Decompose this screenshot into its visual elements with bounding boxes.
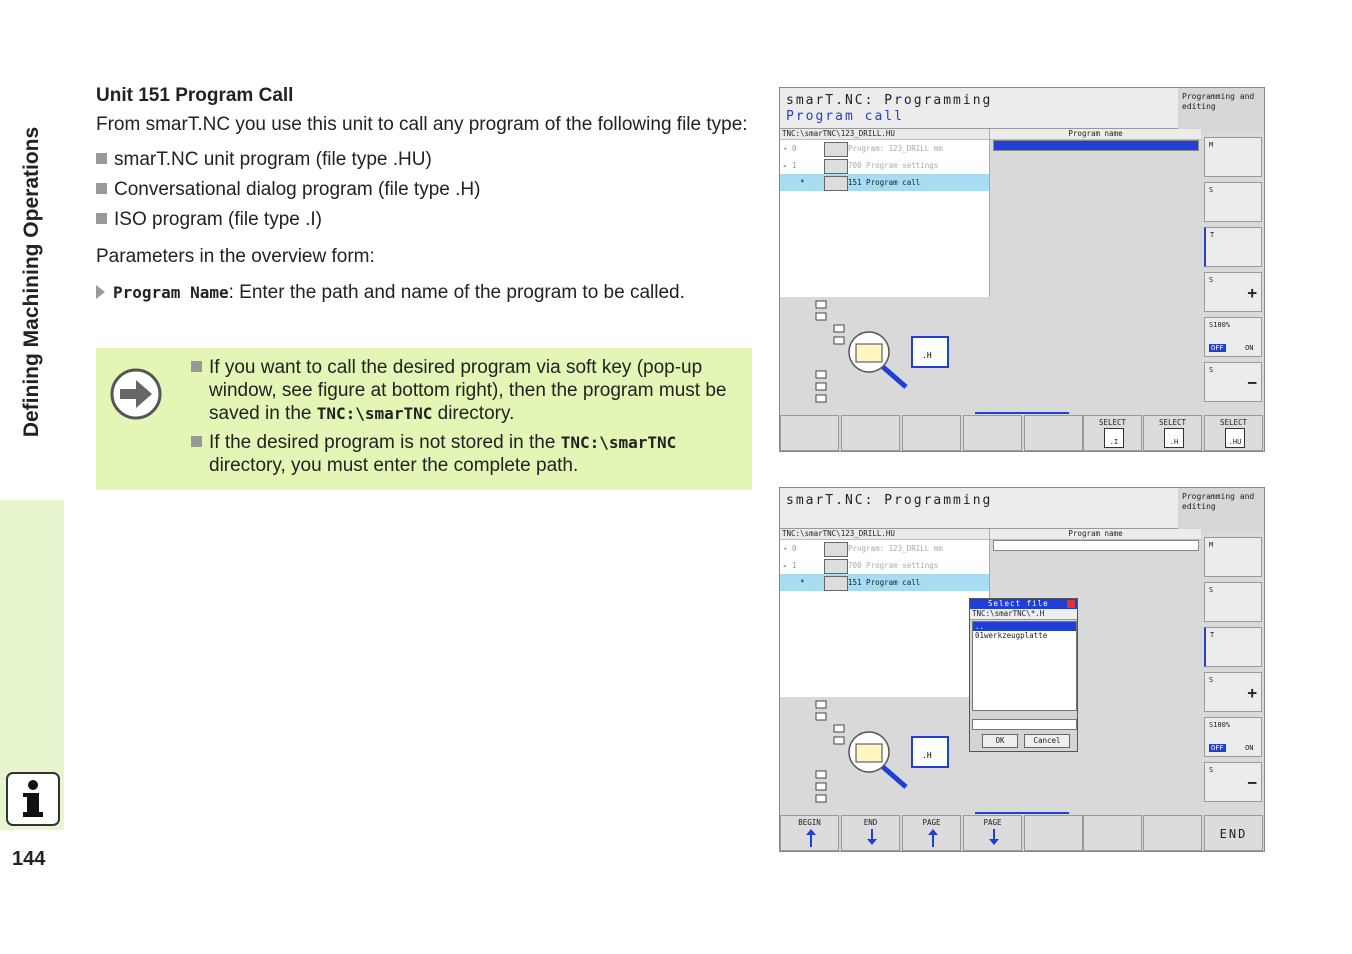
svg-text:.H: .H — [922, 751, 932, 760]
page-down-softkey[interactable]: PAGE — [963, 815, 1022, 851]
program-icon — [824, 142, 848, 157]
select-i-softkey[interactable]: SELECT .I — [1083, 415, 1142, 451]
tree-path: TNC:\smarTNC\123_DRILL.HU — [780, 129, 989, 140]
arrow-down-icon — [988, 828, 1000, 848]
screen-title: smarT.NC: Programming — [786, 493, 993, 508]
softkey-empty[interactable] — [1143, 815, 1202, 851]
folder-tree-graphic — [780, 297, 989, 415]
screen-header — [780, 488, 1178, 529]
list-item: Conversational dialog program (file type .H) — [96, 178, 752, 201]
mode-label: Programming and editing — [1179, 88, 1264, 128]
softkey-m[interactable]: M — [1204, 137, 1262, 177]
arrow-up-icon — [927, 828, 939, 848]
arrow-down-icon — [866, 828, 878, 848]
program-tree — [780, 129, 990, 297]
focus-indicator — [975, 812, 1069, 814]
arrow-up-icon — [805, 828, 817, 848]
softkey-empty[interactable] — [963, 415, 1022, 451]
vertical-softkeys — [1202, 129, 1264, 415]
triangle-bullet-icon — [96, 285, 105, 299]
program-name-input[interactable] — [993, 540, 1199, 551]
screenshot-select-file — [779, 487, 1265, 852]
param-desc: : Enter the path and name of the program to be called. — [228, 282, 685, 303]
intro-text: From smarT.NC you use this unit to call any program of the following file type: — [96, 114, 748, 135]
params-label: Parameters in the overview form: — [96, 246, 375, 267]
file-icon: .HU — [1225, 428, 1245, 448]
program-tree — [780, 529, 990, 697]
arrow-right-icon — [110, 368, 162, 420]
tree-row[interactable]: ▾ 0 Program: 123_DRILL mm — [780, 140, 989, 157]
filename-input[interactable] — [972, 719, 1077, 730]
screen-subtitle: Program call — [786, 109, 904, 124]
softkey-bar — [780, 415, 1264, 451]
note-box — [96, 348, 752, 490]
plus-icon: + — [1247, 283, 1257, 302]
softkey-s-plus[interactable]: S + — [1204, 272, 1262, 312]
tree-row[interactable]: ▾ 0 Program: 123_DRILL mm — [780, 540, 989, 557]
end-softkey[interactable]: END — [841, 815, 900, 851]
tree-row[interactable]: ▸ 1 700 Program settings — [780, 157, 989, 174]
page-up-softkey[interactable]: PAGE — [902, 815, 961, 851]
minus-icon: − — [1247, 773, 1257, 792]
mode-label: Programming and editing — [1179, 488, 1264, 528]
screen-title: smarT.NC: Programming — [786, 93, 993, 108]
softkey-s[interactable]: S — [1204, 582, 1262, 622]
help-graphic — [780, 697, 989, 815]
list-item: smarT.NC unit program (file type .HU) — [96, 148, 752, 171]
softkey-m[interactable]: M — [1204, 537, 1262, 577]
cancel-button[interactable]: Cancel — [1024, 734, 1070, 748]
form-panel — [990, 129, 1201, 415]
main-text — [96, 82, 752, 304]
settings-icon — [824, 559, 848, 574]
softkey-t[interactable]: T — [1204, 627, 1262, 667]
softkey-s-plus[interactable]: S + — [1204, 672, 1262, 712]
softkey-empty[interactable] — [780, 415, 839, 451]
param-item — [96, 281, 752, 304]
bullet-square-icon — [96, 183, 107, 194]
dialog-path: TNC:\smarTNC\*.H — [970, 609, 1077, 620]
svg-text:.H: .H — [922, 351, 932, 360]
program-name-input[interactable] — [993, 140, 1199, 151]
select-file-dialog — [969, 598, 1078, 752]
page-number: 144 — [12, 848, 46, 870]
param-name: Program Name — [113, 283, 229, 302]
file-icon: .H — [1164, 428, 1184, 448]
tree-row[interactable]: ▸ 1 700 Program settings — [780, 557, 989, 574]
softkey-empty[interactable] — [1024, 415, 1083, 451]
file-icon: .I — [1104, 428, 1124, 448]
screenshot-program-call — [779, 87, 1265, 452]
bullet-square-icon — [191, 361, 202, 372]
softkey-empty[interactable] — [1024, 815, 1083, 851]
form-label: Program name — [990, 129, 1201, 140]
plus-icon: + — [1247, 683, 1257, 702]
help-graphic — [780, 297, 989, 415]
note-item: If you want to call the desired program via soft key (pop-up window, see figure at bottom right), then the program must be saved in the TNC:\smarTNC directory. — [191, 356, 739, 425]
softkey-empty[interactable] — [1083, 815, 1142, 851]
close-icon[interactable] — [1067, 600, 1075, 608]
screen-header — [780, 88, 1178, 129]
softkey-t[interactable]: T — [1204, 227, 1262, 267]
info-icon — [6, 772, 60, 826]
focus-indicator — [975, 412, 1069, 414]
file-list — [972, 621, 1077, 711]
softkey-empty[interactable] — [902, 415, 961, 451]
softkey-s-minus[interactable]: S − — [1204, 762, 1262, 802]
vertical-softkeys — [1202, 529, 1264, 815]
softkey-s-minus[interactable]: S − — [1204, 362, 1262, 402]
file-item[interactable]: .. — [973, 622, 1076, 631]
select-h-softkey[interactable]: SELECT .H — [1143, 415, 1202, 451]
note-item: If the desired program is not stored in the TNC:\smarTNC directory, you must enter the complete path. — [191, 431, 739, 477]
form-label: Program name — [990, 529, 1201, 540]
softkey-s-override[interactable]: S100% OFF ON — [1204, 717, 1262, 757]
minus-icon: − — [1247, 373, 1257, 392]
tree-path: TNC:\smarTNC\123_DRILL.HU — [780, 529, 989, 540]
file-item[interactable]: 01werkzeugplatte — [975, 631, 1048, 640]
program-call-icon — [824, 576, 848, 591]
tree-row-selected[interactable]: * 151 Program call — [780, 174, 989, 191]
tree-row-selected[interactable]: * 151 Program call — [780, 574, 989, 591]
softkey-s[interactable]: S — [1204, 182, 1262, 222]
bullet-square-icon — [96, 153, 107, 164]
ok-button[interactable]: OK — [982, 734, 1018, 748]
list-item: ISO program (file type .I) — [96, 208, 752, 231]
chapter-title: Defining Machining Operations — [20, 126, 43, 438]
settings-icon — [824, 159, 848, 174]
note-text — [191, 356, 739, 483]
softkey-bar — [780, 815, 1264, 851]
bullet-square-icon — [191, 436, 202, 447]
program-call-icon — [824, 176, 848, 191]
begin-softkey[interactable]: BEGIN — [780, 815, 839, 851]
softkey-s-override[interactable]: S100% OFF ON — [1204, 317, 1262, 357]
folder-tree-graphic — [780, 697, 989, 815]
dialog-title: Select file — [970, 599, 1077, 609]
end-dialog-softkey[interactable]: END — [1204, 815, 1263, 851]
program-icon — [824, 542, 848, 557]
bullet-square-icon — [96, 213, 107, 224]
softkey-empty[interactable] — [841, 415, 900, 451]
select-hu-softkey[interactable]: SELECT .HU — [1204, 415, 1263, 451]
section-heading: Unit 151 Program Call — [96, 85, 294, 106]
